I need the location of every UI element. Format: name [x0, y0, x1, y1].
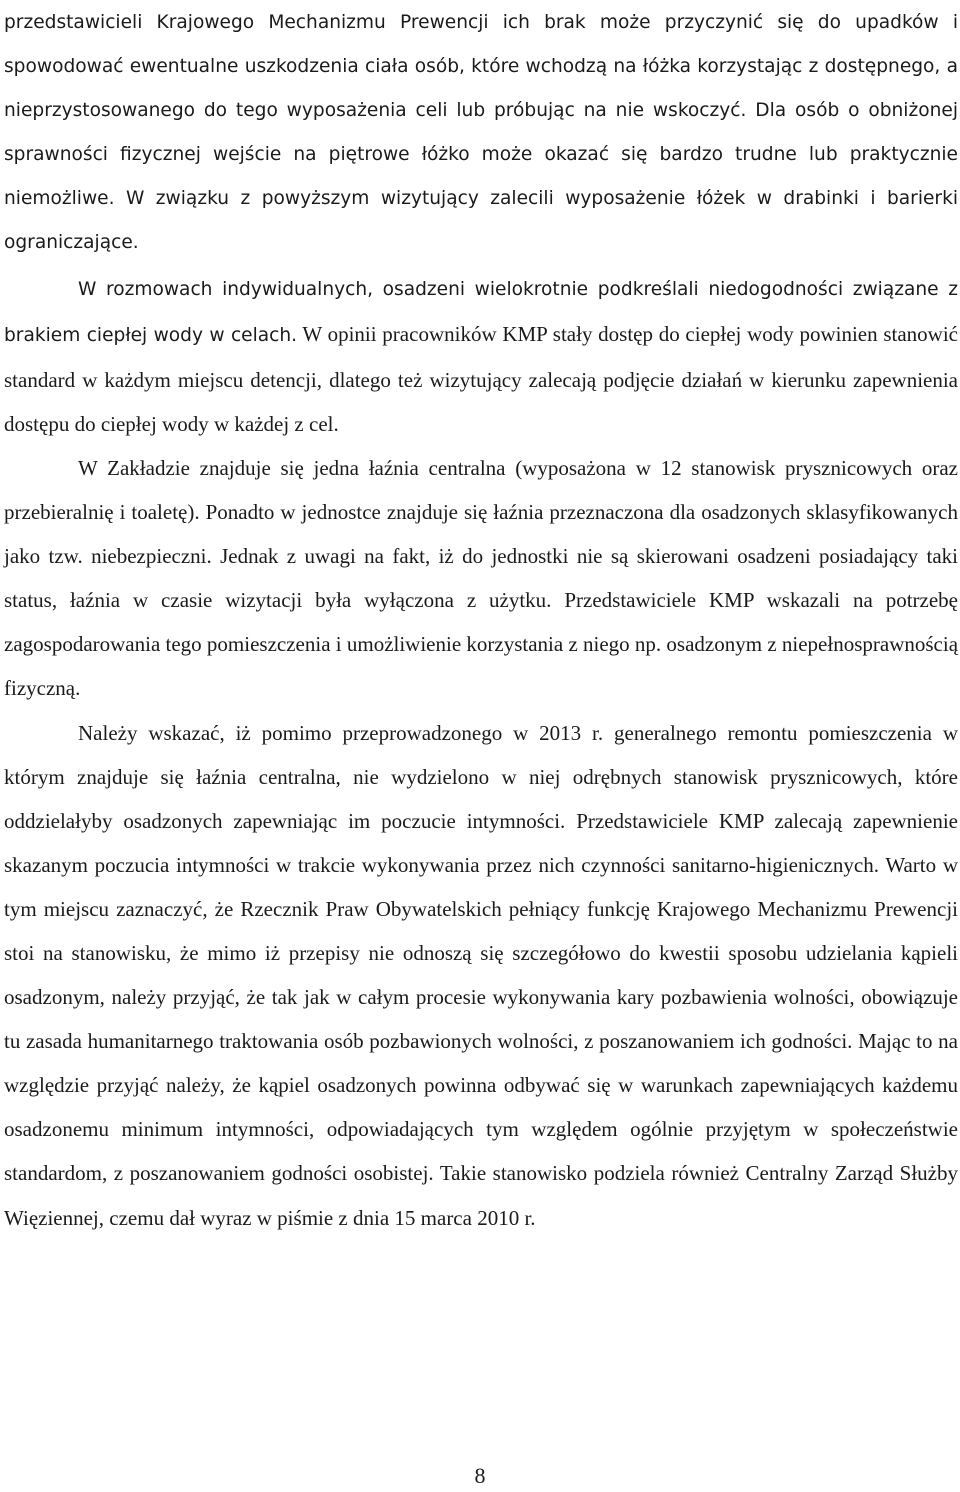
paragraph-2-serif-text: W opinii pracowników KMP stały dostęp do ciepłej wody powinien stanowić standard w każdym miejscu detencji, dlatego też wizytujący zalecają podjęcie działań w kierunku zapewnienia dostępu do ciepłej wody w każdej z cel. — [4, 321, 958, 436]
paragraph-2 — [4, 266, 958, 446]
document-body — [4, 1, 958, 1240]
paragraph-1: przedstawicieli Krajowego Mechanizmu Prewencji ich brak może przyczynić się do upadków i spowodować ewentualne uszkodzenia ciała osób, które wchodzą na łóżka korzystając z dostępnego, a nieprzystosowanego do tego wyposażenia celi lub próbując na nie wskoczyć. Dla osób o obniżonej sprawności fizycznej wejście na piętrowe łóżko może okazać się bardzo trudne lub praktycznie niemożliwe. W związku z powyższym wizytujący zalecili wyposażenie łóżek w drabinki i barierki ograniczające. — [4, 12, 958, 254]
page-number: 8 — [474, 1463, 486, 1488]
paragraph-2-sans-text: W rozmowach indywidualnych, osadzeni wielokrotnie podkreślali niedogodności związane z brakiem ciepłej wody w celach. — [4, 278, 958, 346]
paragraph-4: Należy wskazać, iż pomimo przeprowadzonego w 2013 r. generalnego remontu pomieszczenia w którym znajduje się łaźnia centralna, nie wydzielono w niej odrębnych stanowisk prysznicowych, które oddzielałyby osadzonych zapewniając im poczucie intymności. Przedstawiciele KMP zalecają zapewnienie skazanym poczucia intymności w trakcie wykonywania przez nich czynności sanitarno-higienicznych. Warto w tym miejscu zaznaczyć, że Rzecznik Praw Obywatelskich pełniący funkcję Krajowego Mechanizmu Prewencji stoi na stanowisku, że mimo iż przepisy nie odnoszą się szczegółowo do kwestii sposobu udzielania kąpieli osadzonym, należy przyjąć, że tak jak w całym procesie wykonywania kary pozbawienia wolności, obowiązuje tu zasada humanitarnego traktowania osób pozbawionych wolności, z poszanowaniem ich godności. Mając to na względzie przyjąć należy, że kąpiel osadzonych powinna odbywać się w warunkach zapewniających każdemu osadzonemu minimum intymności, odpowiadających tym względem ogólnie przyjętym w społeczeństwie standardom, z poszanowaniem godności osobistej. Takie stanowisko podziela również Centralny Zarząd Służby Więziennej, czemu dał wyraz w piśmie z dnia 15 marca 2010 r. — [4, 720, 958, 1230]
paragraph-3: W Zakładzie znajduje się jedna łaźnia centralna (wyposażona w 12 stanowisk prysznicowych oraz przebieralnię i toaletę). Ponadto w jednostce znajduje się łaźnia przeznaczona dla osadzonych sklasyfikowanych jako tzw. niebezpieczni. Jednak z uwagi na fakt, iż do jednostki nie są skierowani osadzeni posiadający taki status, łaźnia w czasie wizytacji była wyłączona z użytku. Przedstawiciele KMP wskazali na potrzebę zagospodarowania tego pomieszczenia i umożliwienie korzystania z niego np. osadzonym z niepełnosprawnością fizyczną. — [4, 455, 959, 701]
